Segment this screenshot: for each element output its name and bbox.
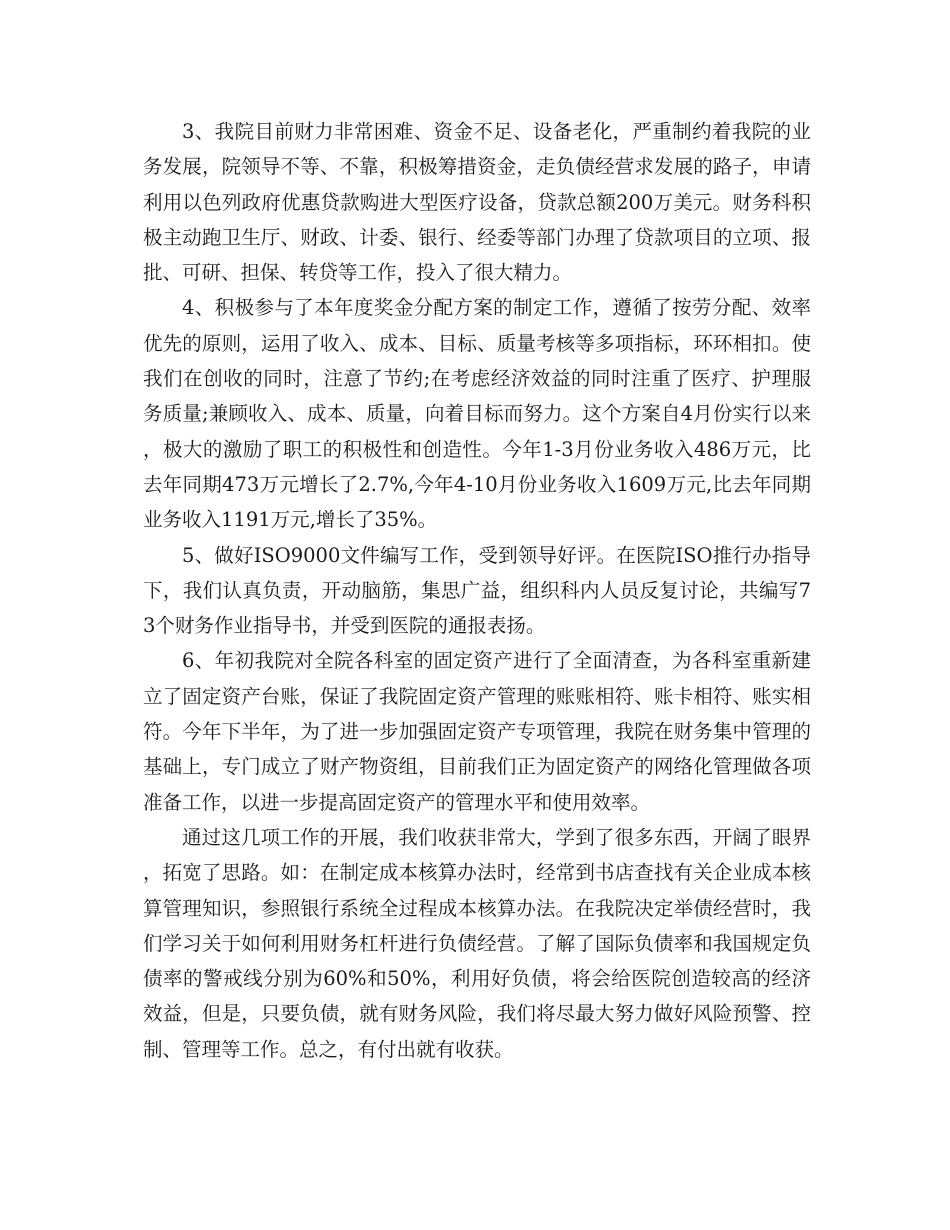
paragraph-item-5: 5、做好ISO9000文件编写工作，受到领导好评。在医院ISO推行办指导下，我们认真负责，开动脑筋，集思广益，组织科内人员反复讨论，共编写73个财务作业指导书，并受到医院的通报表扬。	[143, 543, 811, 638]
paragraph-item-4: 4、积极参与了本年度奖金分配方案的制定工作，遵循了按劳分配、效率优先的原则，运用了收入、成本、目标、质量考核等多项指标，环环相扣。使我们在创收的同时，注意了节约;在考虑经济效益的同时注重了医疗、护理服务质量;兼顾收入、成本、质量，向着目标而努力。这个方案自4月份实行以来，极大的激励了职工的积极性和创造性。今年1-3月份业务收入486万元，比去年同期473万元增长了2.7%,今年4-10月份业务收入1609万元,比去年同期业务收入1191万元,增长了35%。	[143, 296, 811, 532]
paragraph-item-3: 3、我院目前财力非常困难、资金不足、设备老化，严重制约着我院的业务发展，院领导不等、不靠，积极筹措资金，走负债经营求发展的路子，申请利用以色列政府优惠贷款购进大型医疗设备，贷款总额200万美元。财务科积极主动跑卫生厅、财政、计委、银行、经委等部门办理了贷款项目的立项、报批、可研、担保、转贷等工作，投入了很大精力。	[143, 120, 811, 285]
paragraph-summary: 通过这几项工作的开展，我们收获非常大，学到了很多东西，开阔了眼界，拓宽了思路。如：在制定成本核算办法时，经常到书店查找有关企业成本核算管理知识，参照银行系统全过程成本核算办法。在我院决定举债经营时，我们学习关于如何利用财务杠杆进行负债经营。了解了国际负债率和我国规定负债率的警戒线分别为60%和50%，利用好负债，将会给医院创造较高的经济效益，但是，只要负债，就有财务风险，我们将尽最大努力做好风险预警、控制、管理等工作。总之，有付出就有收获。	[143, 825, 811, 1061]
paragraph-item-6: 6、年初我院对全院各科室的固定资产进行了全面清查，为各科室重新建立了固定资产台账，保证了我院固定资产管理的账账相符、账卡相符、账实相符。今年下半年，为了进一步加强固定资产专项管理，我院在财务集中管理的基础上，专门成立了财产物资组，目前我们正为固定资产的网络化管理做各项准备工作，以进一步提高固定资产的管理水平和使用效率。	[143, 649, 811, 814]
document-body	[143, 114, 811, 1067]
